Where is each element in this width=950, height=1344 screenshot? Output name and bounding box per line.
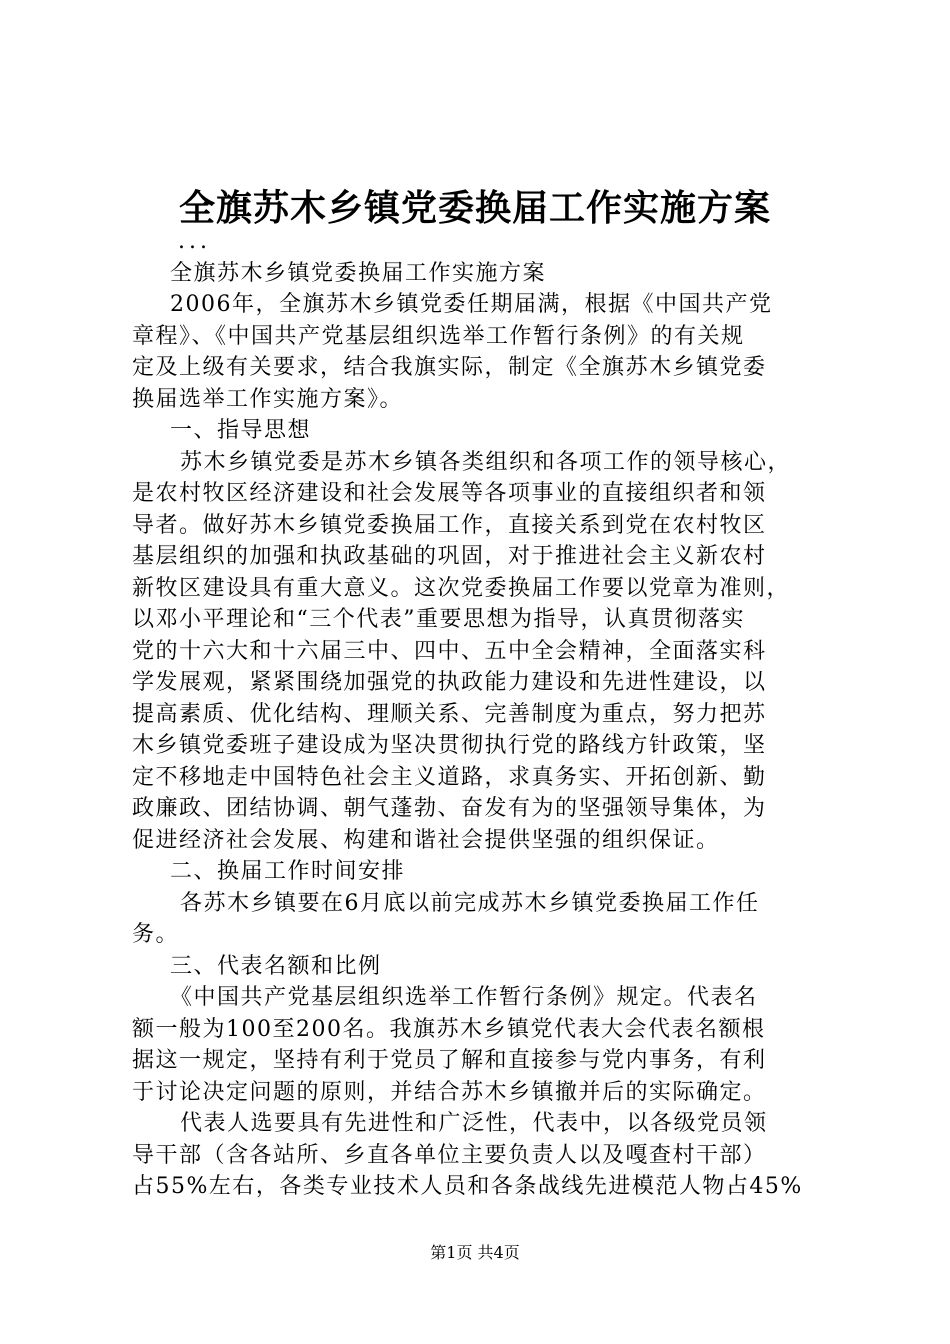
body-line: 换届选举工作实施方案》。 bbox=[132, 386, 404, 412]
body-line: 代表人选要具有先进性和广泛性，代表中，以各级党员领 bbox=[180, 1111, 768, 1136]
page-footer: 第1页 共4页 bbox=[430, 1243, 520, 1262]
body-line: 新牧区建设具有重大意义。这次党委换届工作要以党章为准则， bbox=[132, 575, 791, 601]
body-line: 务。 bbox=[132, 922, 180, 947]
body-line: 政廉政、团结协调、朝气蓬勃、奋发有为的坚强领导集体，为 bbox=[132, 796, 767, 821]
body-line: 基层组织的加强和执政基础的巩固，对于推进社会主义新农村 bbox=[132, 544, 767, 569]
body-line: 定及上级有关要求，结合我旗实际，制定《全旗苏木乡镇党委 bbox=[132, 355, 767, 380]
body-line: 全旗苏木乡镇党委换届工作实施方案 bbox=[170, 260, 547, 286]
body-line: 各苏木乡镇要在6月底以前完成苏木乡镇党委换届工作任 bbox=[180, 890, 760, 916]
body-line: 章程》、《中国共产党基层组织选举工作暂行条例》的有关规 bbox=[132, 323, 745, 349]
body-line: 定不移地走中国特色社会主义道路，求真务实、开拓创新、勤 bbox=[132, 764, 767, 790]
body-line: 《中国共产党基层组织选举工作暂行条例》规定。代表名 bbox=[170, 985, 758, 1010]
document-body bbox=[132, 226, 832, 1203]
body-line: 三、代表名额和比例 bbox=[170, 953, 382, 979]
body-line: ... bbox=[178, 229, 211, 254]
body-line: 额一般为100至200名。我旗苏木乡镇党代表大会代表名额根 bbox=[132, 1016, 766, 1042]
body-line: 导者。做好苏木乡镇党委换届工作，直接关系到党在农村牧区 bbox=[132, 512, 767, 538]
body-line: 以邓小平理论和“三个代表”重要思想为指导，认真贯彻落实 bbox=[132, 607, 745, 632]
body-line: 苏木乡镇党委是苏木乡镇各类组织和各项工作的领导核心， bbox=[180, 449, 792, 475]
body-line: 学发展观，紧紧围绕加强党的执政能力建设和先进性建设，以 bbox=[132, 670, 767, 695]
body-line: 木乡镇党委班子建设成为坚决贯彻执行党的路线方针政策，坚 bbox=[132, 733, 767, 758]
body-line: 一、指导思想 bbox=[170, 418, 312, 443]
body-line: 二、换届工作时间安排 bbox=[170, 859, 406, 884]
body-line: 占55%左右，各类专业技术人员和各条战线先进模范人物占45% bbox=[132, 1174, 803, 1199]
body-line: 据这一规定，坚持有利于党员了解和直接参与党内事务，有利 bbox=[132, 1048, 767, 1073]
body-line: 促进经济社会发展、构建和谐社会提供坚强的组织保证。 bbox=[132, 827, 720, 853]
body-line: 导干部（含各站所、乡直各单位主要负责人以及嘎查村干部） bbox=[132, 1142, 767, 1168]
body-line: 2006年，全旗苏木乡镇党委任期届满，根据《中国共产党 bbox=[170, 292, 773, 317]
body-line: 于讨论决定问题的原则，并结合苏木乡镇撤并后的实际确定。 bbox=[132, 1079, 767, 1105]
document-title: 全旗苏木乡镇党委换届工作实施方案 bbox=[178, 187, 771, 229]
body-line: 是农村牧区经济建设和社会发展等各项事业的直接组织者和领 bbox=[132, 481, 767, 506]
body-line: 提高素质、优化结构、理顺关系、完善制度为重点，努力把苏 bbox=[132, 701, 767, 727]
body-line: 党的十六大和十六届三中、四中、五中全会精神，全面落实科 bbox=[132, 638, 767, 664]
